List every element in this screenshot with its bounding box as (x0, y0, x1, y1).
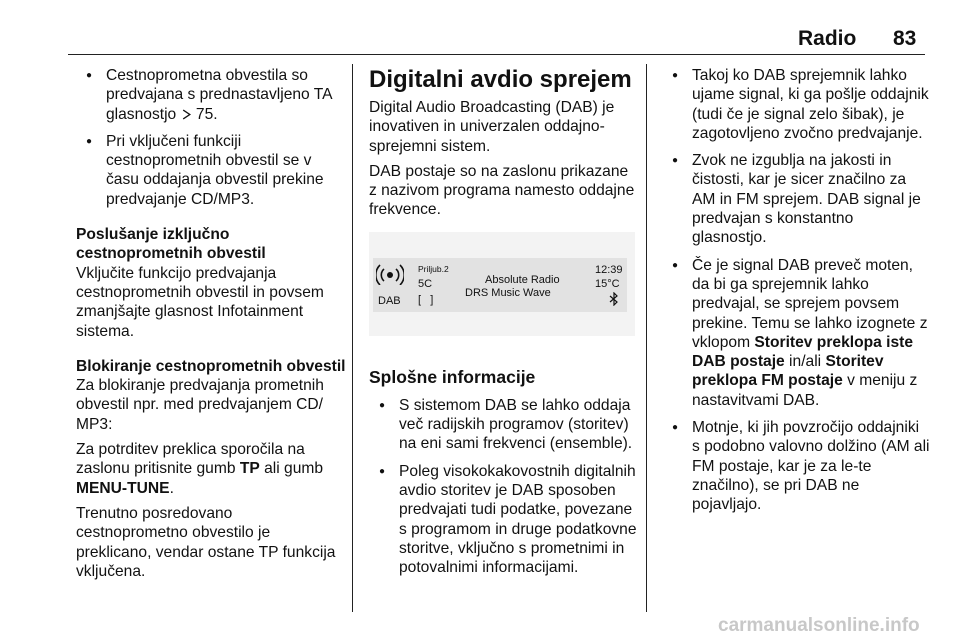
subsection-heading: Poslušanje izključno cestnoprometnih obvestil (76, 226, 266, 263)
list-item: ● Takoj ko DAB sprejemnik lahko ujame signal, ki ga pošlje oddajnik (tudi če je signal zelo šibak), je zagotovljeno zvočno predvajanje. (662, 66, 930, 143)
menu-option-dab-switch: Storitev preklopa iste DAB postaje (692, 333, 913, 371)
subsection-heading: Blokiranje cestnoprometnih obvestil (76, 357, 346, 375)
column-left (76, 66, 346, 587)
dab-label: DAB (378, 294, 401, 307)
paragraph: Za blokiranje predvajanja prometnih obvestil npr. med predvajanjem CD/ MP3: (76, 377, 324, 433)
watermark: carmanualsonline.info (718, 615, 920, 636)
paragraph: Za potrditev preklica sporočila na zaslonu pritisnite gumb TP ali gumb MENU-TUNE. (76, 441, 324, 497)
favourites-label: Priljub.2 (418, 263, 449, 274)
list-item: ● Zvok ne izgublja na jakosti in čistosti, kar je sicer značilno za AM in FM sprejem. DAB signal je predvajan s konstantno glasnostjo. (662, 151, 930, 247)
menu-option-fm-switch: Storitev preklopa FM postaje (692, 353, 884, 390)
column-divider-left (352, 64, 353, 612)
radio-display-figure (369, 232, 635, 336)
section-heading: Digitalni avdio sprejem (369, 66, 632, 93)
bluetooth-icon (609, 292, 619, 311)
paragraph: Vključite funkcijo predvajanja cestnoprometnih obvestil in povsem zmanjšajte glasnost Infotainment sistema. (76, 264, 324, 340)
list-item: ● Če je signal DAB preveč moten, da bi ga sprejemnik lahko predvajal, se sprejem povsem prekine. Temu se lahko izognete z vklopom Storitev preklopa iste DAB postaje in/ali Storitev preklopa FM postaje v meniju z nastavitvami DAB. (662, 256, 930, 410)
page-reference-link[interactable]: 75 (195, 105, 214, 123)
menu-tune-button-label: MENU-TUNE (76, 479, 170, 497)
page-reference-arrow-icon (181, 106, 192, 123)
paragraph: DAB postaje so na zaslonu prikazane z nazivom programa namesto oddajne frekvence. (369, 162, 635, 219)
dab-signal-icon (376, 261, 404, 290)
subsection-heading: Splošne informacije (369, 366, 536, 387)
temperature: 15°C (595, 277, 620, 290)
list-item: ● Poleg visokokakovostnih digitalnih avdio storitev je DAB sposoben predvajati tudi podatke, povezane s programom in druge podatkovne storitve, vključno s prometnimi in potovalnimi informacijami. (369, 462, 637, 578)
column-right (662, 66, 930, 523)
clock: 12:39 (595, 263, 623, 276)
channel-label: 5C (418, 277, 433, 290)
list-item: ● Cestnoprometna obvestila so predvajana s prednastavljeno TA glasnostjo 75. (76, 66, 346, 124)
paragraph: Digital Audio Broadcasting (DAB) je inovativen in univerzalen oddajno-sprejemni sistem. (369, 99, 615, 155)
tp-button-label: TP (239, 460, 260, 478)
list-item: ● Pri vključeni funkciji cestnoprometnih obvestil se v času oddajanja obvestil prekine predvajanje CD/MP3. (76, 132, 346, 209)
paragraph: Trenutno posredovano cestnoprometno obvestilo je preklicano, vendar ostane TP funkcija vključena. (76, 504, 336, 580)
page-number: 83 (893, 27, 917, 50)
list-item: ● S sistemom DAB se lahko oddaja več radijskih programov (storitev) na eni sami frekvenci (ensemble). (369, 396, 637, 454)
page-header-title: Radio (798, 27, 857, 50)
program-name: DRS Music Wave (465, 286, 551, 299)
radio-display (373, 258, 627, 312)
column-divider-right (646, 64, 647, 612)
header-rule (68, 54, 925, 55)
list-item: ● Motnje, ki jih povzročijo oddajniki s podobno valovno dolžino (AM ali FM postaje, kar je za le-te značilno), se pri DAB ne pojavljajo. (662, 418, 930, 514)
station-name: Absolute Radio (485, 273, 560, 286)
brackets-label: [ ] (418, 293, 434, 306)
column-middle (369, 66, 637, 585)
